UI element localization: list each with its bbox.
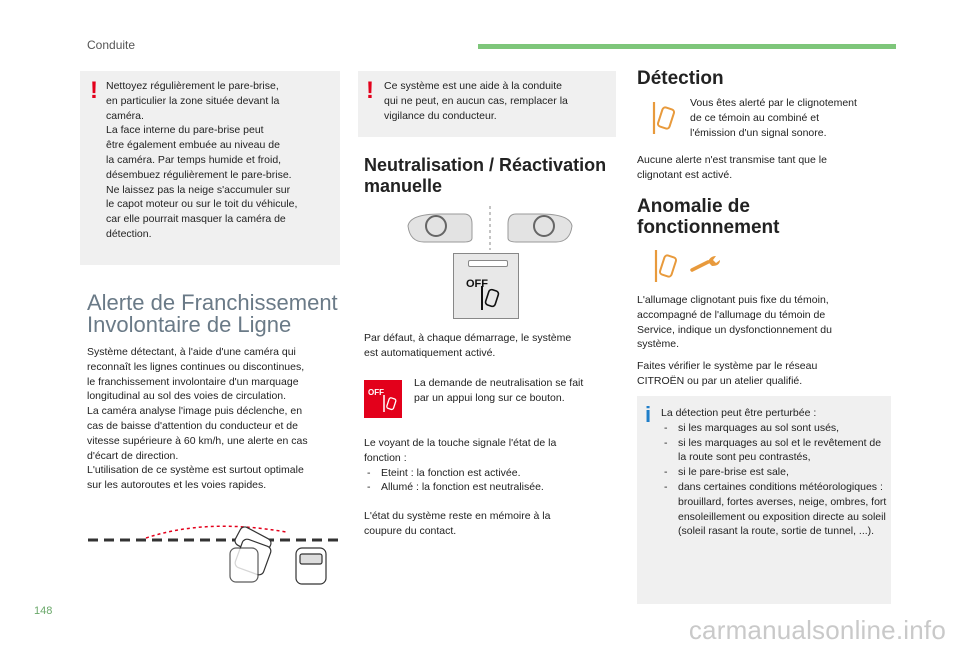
section-rule xyxy=(478,44,896,49)
default-activation-text: Par défaut, à chaque démarrage, le système est automatiquement activé. xyxy=(364,332,572,359)
anomalie-check-text: Faites vérifier le système par le réseau CITROËN ou par un atelier qualifié. xyxy=(637,360,818,387)
detection-icon-text: Vous êtes alerté par le clignotement de ce témoin au combiné et l'émission d'un signal sonore. xyxy=(690,97,857,139)
warning-icon: ! xyxy=(90,77,98,104)
indicator-light xyxy=(468,260,508,267)
lane-car-icon xyxy=(382,394,398,414)
info-item: - dans certaines conditions météorologiques : brouillard, fortes averses, neige, ombres, fort ensoleillement ou exposition directe au soleil (soleil rasant la route, sortie de tunnel, ...). xyxy=(661,480,887,539)
off-label: OFF xyxy=(466,278,488,290)
warning-box-camera xyxy=(80,71,340,265)
anomalie-title: Anomalie de fonctionnement xyxy=(637,196,780,238)
lane-off-button xyxy=(453,253,519,319)
info-item: - si les marquages au sol et le revêtement de la route sont peu contrastés, xyxy=(661,436,887,466)
info-item: - si le pare-brise est sale, xyxy=(661,465,887,480)
info-icon: i xyxy=(645,402,652,427)
warning-box-aid xyxy=(358,71,616,137)
off-button-icon: OFF xyxy=(364,380,402,418)
voyant-text: Le voyant de la touche signale l'état de la fonction : - Eteint : la fonction est activée. - Allumé : la fonction est neutralisée. xyxy=(364,436,614,495)
info-list xyxy=(661,421,887,539)
lane-car-icon xyxy=(478,284,502,312)
detection-note-text: Aucune alerte n'est transmise tant que le clignotant est activé. xyxy=(637,154,827,181)
watermark: carmanualsonline.info xyxy=(688,615,946,645)
alerte-title: Alerte de Franchissement Involontaire de Ligne xyxy=(87,290,338,337)
warning-icon: ! xyxy=(366,77,374,104)
section-label: Conduite xyxy=(87,38,136,52)
steering-wheel-illustration xyxy=(404,204,576,252)
page-number: 148 xyxy=(34,605,53,617)
neutralisation-request-text: La demande de neutralisation se fait par un appui long sur ce bouton. xyxy=(414,377,584,404)
anomalie-text: L'allumage clignotant puis fixe du témoin, accompagné de l'allumage du témoin de Service, indique un dysfonctionnement du système. xyxy=(637,294,832,351)
memory-text: L'état du système reste en mémoire à la coupure du contact. xyxy=(364,510,551,537)
wrench-icon xyxy=(690,254,722,274)
detection-title: Détection xyxy=(637,68,724,89)
warning-aid-text: Ce système est une aide à la conduite qui ne peut, en aucun cas, remplacer la vigilance du conducteur. xyxy=(384,80,568,122)
neutralisation-title: Neutralisation / Réactivation manuelle xyxy=(364,155,607,196)
info-box-detection xyxy=(637,396,891,604)
alerte-body: Système détectant, à l'aide d'une caméra qui reconnaît les lignes continues ou discontinues, le franchissement involontaire d'un marquage longitudinal au sol des voies de circulation. La caméra analyse l'image puis déclenche, en cas de baisse d'attention du conducteur et de vitesse supérieure à 60 km/h, une alerte en cas d'écart de direction. L'utilisation de ce système est surtout optimale sur les autoroutes et les voies rapides. xyxy=(87,346,308,492)
warning-camera-text: Nettoyez régulièrement le pare-brise, en particulier la zone située devant la caméra. La face interne du pare-brise peut être également embuée au niveau de la caméra. Par temps humide et froid, désembuez régulièrement le pare-brise. Ne laissez pas la neige s'accumuler sur le capot moteur ou sur le toit du véhicule, car elle pourrait masquer la caméra de détection. xyxy=(106,80,298,240)
state-list xyxy=(364,466,614,496)
state-item: - Eteint : la fonction est activée. xyxy=(364,466,614,481)
info-item: - si les marquages au sol sont usés, xyxy=(661,421,887,436)
lane-warning-icon xyxy=(652,248,680,284)
info-text: La détection peut être perturbée : - si les marquages au sol sont usés, - si les marquages au sol et le revêtement de la route sont peu contrastés, - si le pare-brise est sale, - dans certaines conditions météorologiques : brouillard, fortes averses, neige, ombres, fort ensoleillement ou exposition directe au soleil (soleil rasant la route, sortie de tunnel, ...). xyxy=(661,406,887,539)
lane-warning-icon xyxy=(650,100,678,136)
state-item: - Allumé : la fonction est neutralisée. xyxy=(364,480,614,495)
lane-departure-illustration xyxy=(86,518,348,588)
